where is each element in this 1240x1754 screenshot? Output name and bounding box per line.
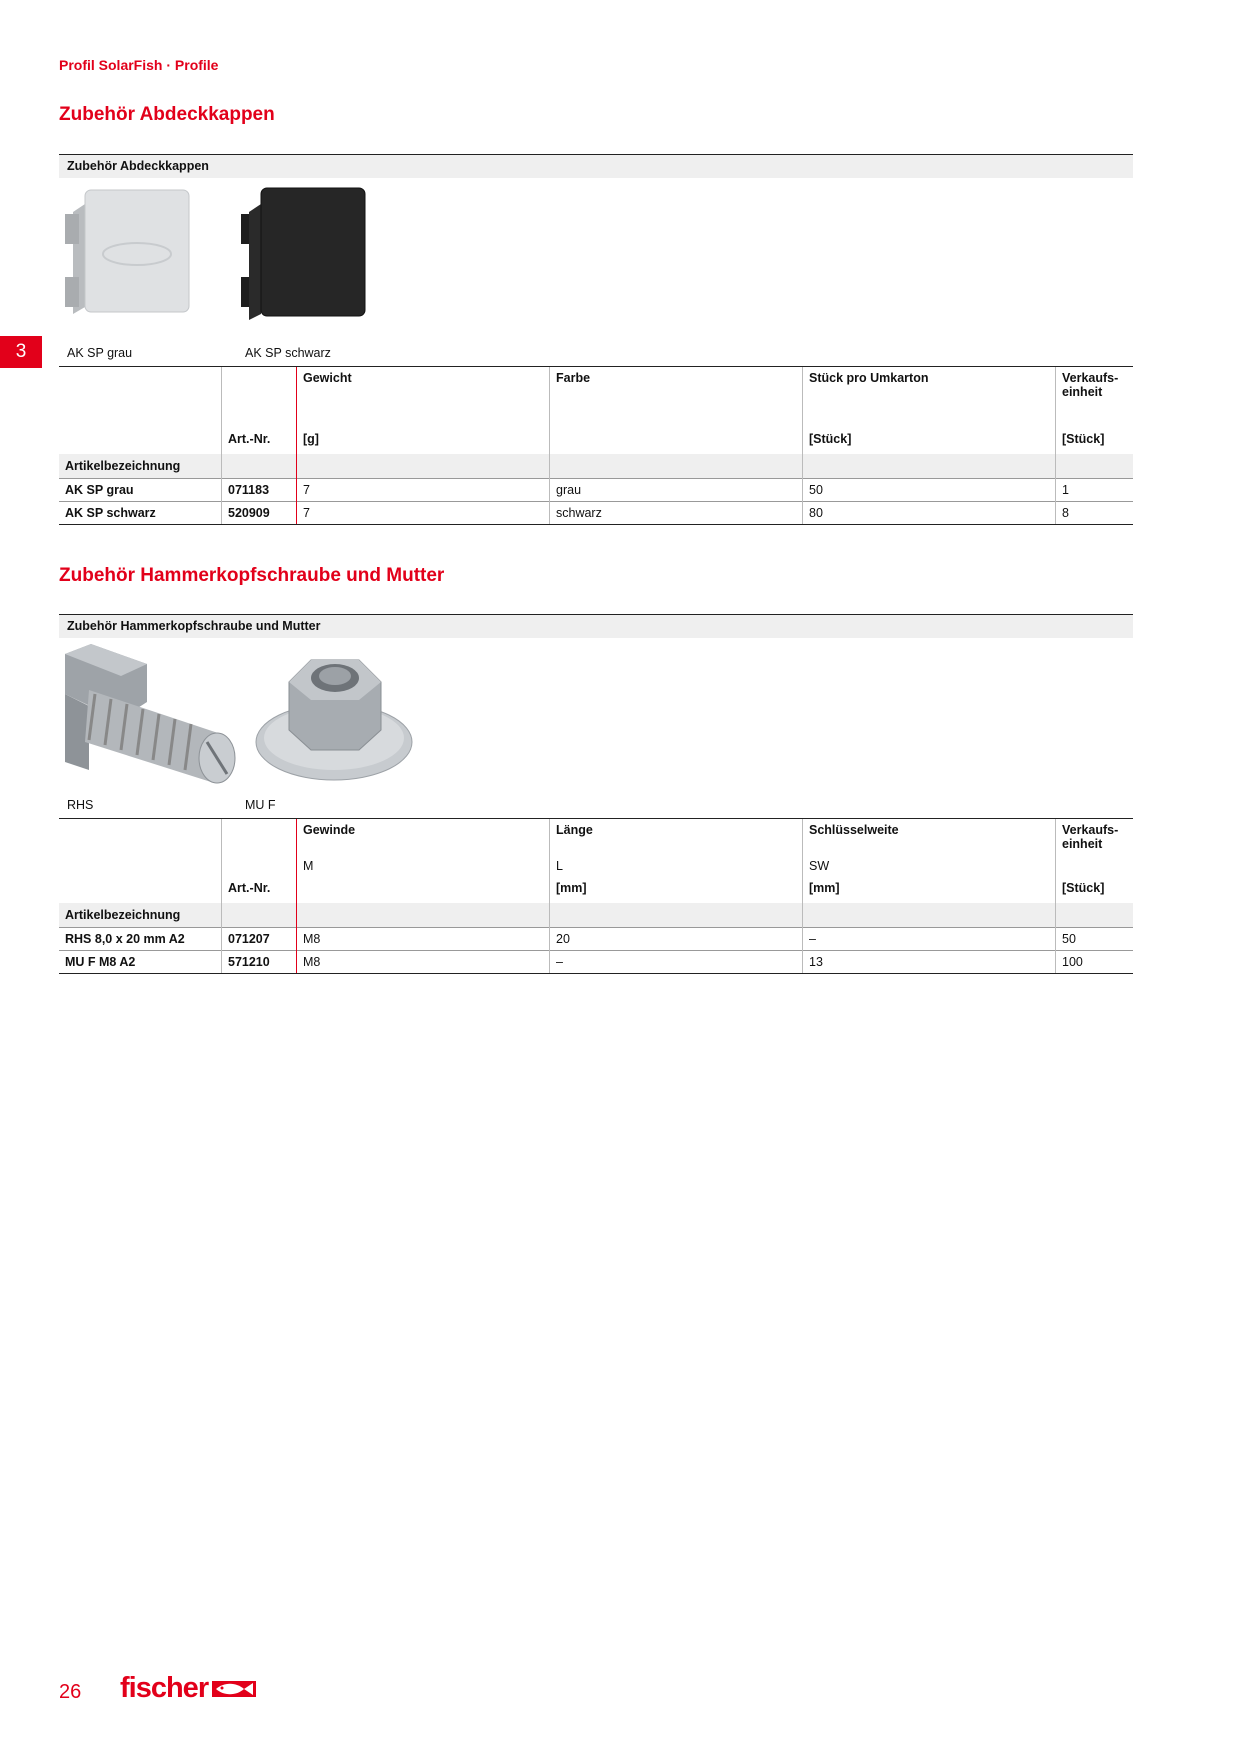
col-header-art-nr: Art.-Nr. [222,881,297,903]
artikelbezeichnung-label: Artikelbezeichnung [59,903,222,928]
cell-laenge: 20 [550,927,803,950]
cell-verkaufseinheit: 100 [1056,950,1134,973]
image-label-ak-sp-schwarz: AK SP schwarz [245,346,331,360]
cell-farbe: grau [550,478,803,501]
breadcrumb: Profil SolarFish · Profile [59,57,219,73]
cell-schluesselweite: 13 [803,950,1056,973]
cell-verkaufseinheit: 8 [1056,501,1134,524]
table-row [59,950,1133,973]
col-header-gewinde: Gewinde [297,819,550,859]
col-symbol-l: L [550,859,803,881]
page-number: 26 [59,1681,82,1703]
col-unit-laenge: [mm] [550,881,803,903]
col-symbol-sw: SW [803,859,1056,881]
col-header-verkaufseinheit: Verkaufs- einheit [1056,819,1134,859]
cell-verkaufseinheit: 50 [1056,927,1134,950]
col-header-verkaufseinheit: Verkaufs- einheit [1056,367,1134,432]
cell-artikel: AK SP grau [59,478,222,501]
table-row [59,501,1133,524]
col-header-art-nr: Art.-Nr. [222,432,297,454]
cell-gewinde: M8 [297,950,550,973]
logo-wordmark: fischer [120,1672,209,1704]
product-images [59,178,1133,348]
artikelbezeichnung-label: Artikelbezeichnung [59,454,222,479]
end-cap-black-image [239,182,374,332]
section-title-abdeckkappen: Zubehör Abdeckkappen [59,104,275,125]
cell-gewinde: M8 [297,927,550,950]
cell-artikel: RHS 8,0 x 20 mm A2 [59,927,222,950]
col-unit-verkaufseinheit: [Stück] [1056,881,1134,903]
table-row [59,927,1133,950]
col-symbol-m: M [297,859,550,881]
product-block-hammerkopfschraube [59,614,1133,812]
col-unit-stueck: [Stück] [803,432,1056,454]
cell-artikel: MU F M8 A2 [59,950,222,973]
col-unit-gewicht: [g] [297,432,550,454]
flange-nut-image [249,642,419,792]
col-header-schluesselweite: Schlüsselweite [803,819,1056,859]
cell-art-nr: 071183 [222,478,297,501]
cell-stueck-umkarton: 50 [803,478,1056,501]
col-header-stueck-umkarton: Stück pro Umkarton [803,367,1056,432]
cell-art-nr: 071207 [222,927,297,950]
cell-farbe: schwarz [550,501,803,524]
table-row [59,478,1133,501]
cell-artikel: AK SP schwarz [59,501,222,524]
image-label-ak-sp-grau: AK SP grau [67,346,133,360]
cell-laenge: – [550,950,803,973]
col-header-gewicht: Gewicht [297,367,550,432]
hammer-head-bolt-image [61,642,241,792]
spec-table-abdeckkappen [59,366,1133,525]
end-cap-grey-image [63,182,198,327]
section-title-hammerkopfschraube: Zubehör Hammerkopfschraube und Mutter [59,565,445,586]
cell-schluesselweite: – [803,927,1056,950]
cell-gewicht: 7 [297,501,550,524]
product-block-abdeckkappen [59,154,1133,360]
fischer-logo [120,1672,256,1705]
image-label-rhs: RHS [67,798,94,812]
col-unit-schluesselweite: [mm] [803,881,1056,903]
col-unit-verkaufseinheit: [Stück] [1056,432,1134,454]
cell-art-nr: 520909 [222,501,297,524]
fish-logo-icon [212,1679,256,1699]
cell-verkaufseinheit: 1 [1056,478,1134,501]
product-images [59,638,1133,808]
chapter-tab[interactable]: 3 [0,336,42,368]
block-header: Zubehör Abdeckkappen [59,154,1133,178]
cell-art-nr: 571210 [222,950,297,973]
cell-gewicht: 7 [297,478,550,501]
image-label-mu-f: MU F [245,798,276,812]
cell-stueck-umkarton: 80 [803,501,1056,524]
col-header-laenge: Länge [550,819,803,859]
spec-table-hammerkopfschraube [59,818,1133,974]
block-header: Zubehör Hammerkopfschraube und Mutter [59,614,1133,638]
col-header-farbe: Farbe [550,367,803,432]
